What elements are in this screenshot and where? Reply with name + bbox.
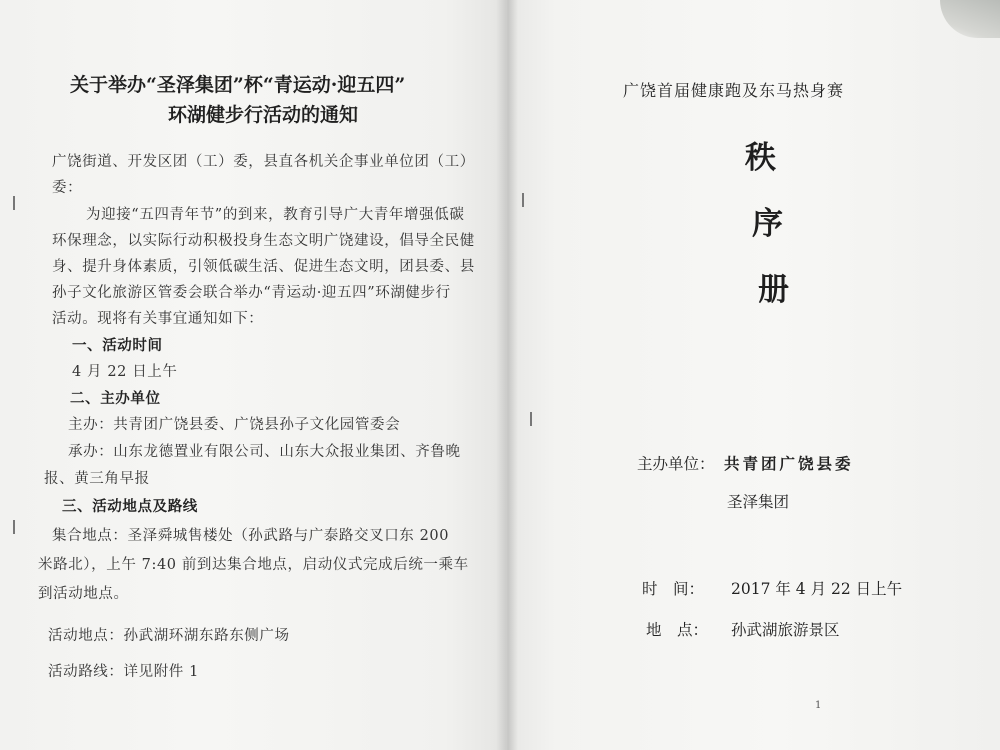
place-value: 孙武湖旅游景区 <box>731 621 840 639</box>
time-label: 时 间： <box>642 580 705 598</box>
binding-mark <box>522 193 524 207</box>
time-value: 2017 年 4 月 22 日上午 <box>731 580 903 598</box>
host-line: 主办：共青团广饶县委、广饶县孙子文化园管委会 <box>68 417 401 433</box>
route-line: 活动路线：详见附件 1 <box>48 664 199 680</box>
program-big-char: 册 <box>758 272 789 308</box>
page-number: 1 <box>815 700 822 711</box>
program-title: 广饶首届健康跑及东马热身赛 <box>623 81 845 100</box>
intro-paragraph-line: 活动。现将有关事宜通知如下： <box>52 311 264 327</box>
notice-title-line2: 环湖健步行活动的通知 <box>168 104 359 126</box>
event-time-text: 4 月 22 日上午 <box>72 364 178 380</box>
intro-paragraph-line: 为迎接“五四青年节”的到来，教育引导广大青年增强低碳 <box>86 207 465 223</box>
addressee-line2: 委： <box>52 180 83 196</box>
program-big-char: 秩 <box>745 140 776 176</box>
intro-paragraph-line: 环保理念，以实际行动积极投身生态文明广饶建设，倡导全民健 <box>52 233 475 249</box>
addressee-line1: 广饶街道、开发区团（工）委，县直各机关企事业单位团（工） <box>52 154 475 170</box>
binding-mark <box>13 520 15 534</box>
venue-line: 活动地点：孙武湖环湖东路东侧广场 <box>48 628 290 644</box>
section-heading-time: 一、活动时间 <box>72 337 163 354</box>
binding-mark <box>13 196 15 210</box>
host-organization-2: 圣泽集团 <box>727 493 790 511</box>
place-label: 地 点： <box>646 621 709 639</box>
host-organization-1: 共青团广饶县委 <box>724 454 854 473</box>
intro-paragraph-line: 孙子文化旅游区管委会联合举办“青运动·迎五四”环湖健步行 <box>52 285 451 301</box>
gathering-line1: 集合地点：圣泽舜城售楼处（孙武路与广泰路交叉口东 200 <box>52 528 450 544</box>
notice-title-line1: 关于举办“圣泽集团”杯“青运动·迎五四” <box>70 74 406 96</box>
gathering-line2: 米路北），上午 7:40 前到达集合地点，启动仪式完成后统一乘车 <box>38 557 469 573</box>
gathering-line3: 到活动地点。 <box>38 586 129 602</box>
program-big-char: 序 <box>752 206 783 242</box>
host-label: 主办单位： <box>637 455 715 473</box>
section-heading-venue: 三、活动地点及路线 <box>62 498 198 515</box>
organizer-line1: 承办：山东龙德置业有限公司、山东大众报业集团、齐鲁晚 <box>68 444 461 460</box>
section-heading-host: 二、主办单位 <box>70 390 161 407</box>
intro-paragraph-line: 身、提升身体素质，引领低碳生活、促进生态文明，团县委、县 <box>52 259 475 275</box>
binding-mark <box>530 412 532 426</box>
book-gutter <box>496 0 518 750</box>
organizer-line2: 报、黄三角早报 <box>44 471 150 487</box>
